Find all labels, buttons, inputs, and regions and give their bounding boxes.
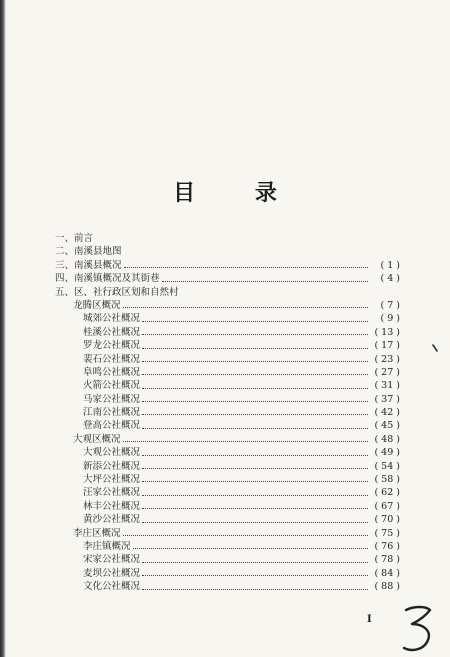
- toc-entry-label: 裴石公社概况: [83, 353, 141, 365]
- toc-entry-page: ( 78 ): [374, 554, 400, 566]
- toc-entry: [55, 286, 400, 299]
- toc-entry-page: ( 13 ): [374, 326, 400, 338]
- toc-entry-page: ( 9 ): [380, 313, 400, 325]
- toc-entry-page: ( 48 ): [374, 433, 400, 445]
- ink-speck: [432, 344, 438, 352]
- toc-leader-dots: [142, 561, 368, 563]
- toc-leader-dots: [162, 280, 368, 282]
- toc-leader-dots: [142, 413, 368, 415]
- toc-entry-page: ( 7 ): [380, 299, 400, 311]
- toc-entry-label: 一、前言: [55, 232, 94, 244]
- toc-entry: [55, 419, 400, 432]
- toc-entry-page: ( 70 ): [374, 514, 400, 526]
- toc-entry-label: 宋家公社概况: [83, 554, 141, 566]
- toc-leader-dots: [142, 507, 368, 509]
- toc-entry-label: 大观公社概况: [83, 447, 141, 459]
- toc-entry-page: ( 1 ): [380, 259, 400, 271]
- toc-entry-label: 阜鸣公社概况: [83, 366, 141, 378]
- toc-entry: [55, 312, 400, 325]
- toc-leader-dots: [142, 387, 368, 389]
- toc-entry-page: ( 31 ): [374, 380, 400, 392]
- toc-entry-label: 罗龙公社概况: [83, 340, 141, 352]
- toc-entry-label: 二、南溪县地图: [55, 246, 122, 258]
- toc-entry: [55, 353, 400, 366]
- toc-entry: [55, 553, 400, 566]
- toc-leader-dots: [142, 333, 368, 335]
- toc-entry-label: 李庄区概况: [73, 527, 121, 539]
- toc-entry: [55, 272, 400, 285]
- toc-leader-dots: [142, 521, 368, 523]
- toc-entry-page: ( 54 ): [374, 460, 400, 472]
- toc-entry-label: 马家公社概况: [83, 393, 141, 405]
- toc-entry-page: ( 67 ): [374, 500, 400, 512]
- toc-entry: [55, 567, 400, 580]
- toc-entry-label: 麦坝公社概况: [83, 567, 141, 579]
- toc-entry-page: ( 58 ): [374, 474, 400, 486]
- toc-entry-page: ( 76 ): [374, 540, 400, 552]
- toc-leader-dots: [142, 467, 368, 469]
- toc-entry-label: 五、区、社行政区划和自然村: [55, 286, 179, 298]
- toc-entry: [55, 406, 400, 419]
- toc-leader-dots: [142, 494, 368, 496]
- toc-entry-label: 新添公社概况: [83, 460, 141, 472]
- toc-leader-dots: [142, 427, 368, 429]
- toc-entry-label: 龙腾区概况: [73, 299, 121, 311]
- toc-entry-label: 黄沙公社概况: [83, 514, 141, 526]
- toc-entry: [55, 433, 400, 446]
- toc-leader-dots: [142, 373, 368, 375]
- page-folio: I: [367, 614, 372, 625]
- toc-entry-page: ( 88 ): [374, 581, 400, 593]
- toc-leader-dots: [123, 306, 368, 308]
- toc-entry-label: 林丰公社概况: [83, 500, 141, 512]
- toc-entry-label: 三、南溪县概况: [55, 259, 122, 271]
- toc-leader-dots: [133, 547, 368, 549]
- toc-entry: [55, 379, 400, 392]
- toc-entry-label: 江南公社概况: [83, 407, 141, 419]
- handwritten-page-number: [398, 604, 438, 654]
- toc-entry: [55, 460, 400, 473]
- toc-entry: [55, 299, 400, 312]
- book-spine-edge: [0, 0, 6, 657]
- toc-entry-label: 火箭公社概况: [83, 380, 141, 392]
- toc-leader-dots: [142, 347, 368, 349]
- table-of-contents: [55, 232, 400, 594]
- toc-leader-dots: [142, 360, 368, 362]
- page-title: 目 录: [173, 180, 303, 206]
- toc-entry: [55, 393, 400, 406]
- toc-entry-page: ( 45 ): [374, 420, 400, 432]
- toc-entry-page: ( 62 ): [374, 487, 400, 499]
- toc-entry-page: ( 4 ): [380, 273, 400, 285]
- toc-entry: [55, 259, 400, 272]
- toc-entry-page: ( 42 ): [374, 407, 400, 419]
- toc-entry-page: ( 37 ): [374, 393, 400, 405]
- toc-entry: [55, 366, 400, 379]
- toc-entry: [55, 245, 400, 258]
- toc-entry-page: ( 49 ): [374, 447, 400, 459]
- toc-leader-dots: [142, 588, 368, 590]
- toc-entry: [55, 486, 400, 499]
- toc-entry-label: 李庄镇概况: [83, 540, 131, 552]
- toc-entry-label: 大观区概况: [73, 433, 121, 445]
- toc-entry: [55, 446, 400, 459]
- toc-leader-dots: [142, 480, 368, 482]
- toc-entry-label: 文化公社概况: [83, 581, 141, 593]
- toc-entry: [55, 580, 400, 593]
- toc-entry-label: 汪家公社概况: [83, 487, 141, 499]
- toc-entry: [55, 339, 400, 352]
- toc-entry-label: 四、南溪镇概况及其街巷: [55, 273, 160, 285]
- toc-entry: [55, 326, 400, 339]
- toc-entry: [55, 527, 400, 540]
- toc-entry: [55, 500, 400, 513]
- toc-leader-dots: [123, 440, 368, 442]
- toc-leader-dots: [142, 454, 368, 456]
- toc-entry-label: 登高公社概况: [83, 420, 141, 432]
- toc-entry-page: ( 23 ): [374, 353, 400, 365]
- toc-entry-label: 桂溪公社概况: [83, 326, 141, 338]
- toc-entry-page: ( 17 ): [374, 340, 400, 352]
- toc-entry: [55, 473, 400, 486]
- toc-leader-dots: [123, 534, 368, 536]
- toc-leader-dots: [142, 574, 368, 576]
- toc-entry-page: ( 27 ): [374, 366, 400, 378]
- toc-entry: [55, 540, 400, 553]
- toc-leader-dots: [124, 266, 368, 268]
- toc-entry-label: 大坪公社概况: [83, 474, 141, 486]
- toc-entry-page: ( 75 ): [374, 527, 400, 539]
- toc-entry-page: ( 84 ): [374, 567, 400, 579]
- toc-entry: [55, 232, 400, 245]
- toc-entry-label: 城郊公社概况: [83, 313, 141, 325]
- toc-leader-dots: [142, 400, 368, 402]
- toc-leader-dots: [142, 320, 368, 322]
- toc-entry: [55, 513, 400, 526]
